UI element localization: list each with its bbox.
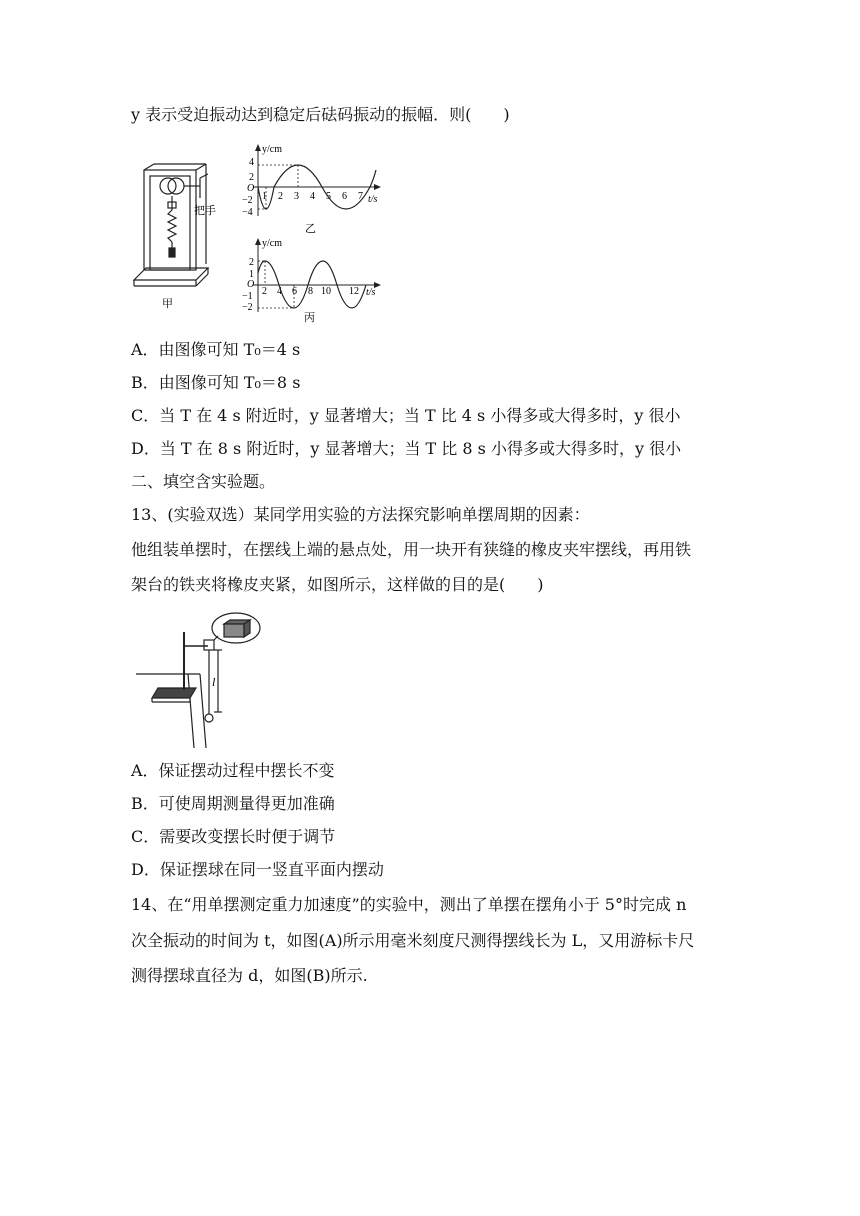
graph-yi-ytick: 2: [249, 172, 254, 183]
apparatus-label: 甲: [162, 298, 173, 310]
graph-bing-xtick: 6: [292, 286, 297, 297]
graph-bing-xlabel: t/s: [366, 287, 376, 298]
q12-option-d: D．当 T 在 8 s 附近时，y 显著增大；当 T 比 8 s 小得多或大得多时，y 很小: [131, 439, 682, 458]
q13-option-c: C．需要改变摆长时便于调节: [131, 827, 336, 846]
pendulum-length-label: l: [212, 675, 216, 689]
graph-yi-xtick: 1: [262, 191, 267, 202]
graph-bing-xtick: 12: [349, 286, 359, 297]
graph-bing-y-arrow: [255, 238, 261, 245]
q14-line2: 次全振动的时间为 t，如图(A)所示用毫米刻度尺测得摆线长为 L，又用游标卡尺: [131, 931, 695, 950]
q13-option-b: B．可使周期测量得更加准确: [131, 794, 335, 813]
graph-yi-xticks: [262, 191, 363, 202]
graph-bing-caption: 丙: [304, 312, 315, 324]
graph-yi-xtick: 2: [278, 191, 283, 202]
graph-bing-ytick: −1: [242, 291, 253, 302]
graph-yi-xtick: 5: [326, 191, 331, 202]
graph-bing-ytick: 1: [249, 269, 254, 280]
graph-bing-xtick: 10: [321, 286, 331, 297]
graph-bing-ytick: 2: [249, 257, 254, 268]
figure-forced-oscillation: [128, 140, 398, 325]
graph-yi-ytick: −2: [242, 195, 253, 206]
graph-yi-origin: O: [247, 183, 255, 194]
q14-line1: 14、在“用单摆测定重力加速度”的实验中，测出了单摆在摆角小于 5°时完成 n: [131, 895, 687, 914]
figure-pendulum-stand: [130, 608, 270, 750]
graph-yi: [242, 144, 381, 235]
graph-yi-caption: 乙: [305, 223, 316, 235]
graph-bing-xtick: 8: [308, 286, 313, 297]
graph-yi-ytick: 4: [249, 157, 254, 168]
graph-bing-xticks: [262, 286, 359, 297]
graph-yi-xtick: 7: [358, 191, 363, 202]
handle-label: 把手: [194, 205, 216, 217]
q13-stem-line1: 13、(实验双选）某同学用实验的方法探究影响单摆周期的因素：: [131, 505, 590, 524]
graph-yi-xlabel: t/s: [368, 194, 378, 205]
q12-option-b: B．由图像可知 T₀＝8 s: [131, 373, 301, 392]
question-12-intro: y 表示受迫振动达到稳定后砝码振动的振幅．则( ): [131, 105, 510, 124]
graph-bing: [242, 238, 381, 324]
q13-stem-line3: 架台的铁夹将橡皮夹紧，如图所示，这样做的目的是( ): [131, 575, 544, 594]
q14-line3: 测得摆球直径为 d，如图(B)所示.: [131, 966, 368, 985]
graph-yi-ytick: −4: [242, 207, 253, 218]
graph-bing-origin: O: [247, 279, 255, 290]
graph-yi-ylabel: y/cm: [262, 144, 282, 155]
graph-yi-xtick: 3: [294, 191, 299, 202]
graph-yi-xtick: 6: [342, 191, 347, 202]
graph-bing-xtick: 2: [262, 286, 267, 297]
q12-option-a: A．由图像可知 T₀＝4 s: [131, 340, 301, 359]
section-heading: 二、填空含实验题。: [131, 472, 276, 491]
q13-option-a: A．保证摆动过程中摆长不变: [131, 761, 335, 780]
graph-bing-ylabel: y/cm: [262, 238, 282, 249]
q12-option-c: C．当 T 在 4 s 附近时，y 显著增大；当 T 比 4 s 小得多或大得多时，y 很小: [131, 406, 681, 425]
graph-bing-xtick: 4: [277, 286, 282, 297]
q13-stem-line2: 他组装单摆时，在摆线上端的悬点处，用一块开有狭缝的橡皮夹牢摆线，再用铁: [131, 540, 692, 559]
graph-yi-xtick: 4: [310, 191, 315, 202]
q13-option-d: D．保证摆球在同一竖直平面内摆动: [131, 860, 384, 879]
apparatus-drawing: [134, 164, 208, 286]
graph-yi-x-arrow: [374, 184, 381, 190]
graph-bing-ytick: −2: [242, 302, 253, 313]
graph-yi-y-arrow: [255, 144, 261, 151]
